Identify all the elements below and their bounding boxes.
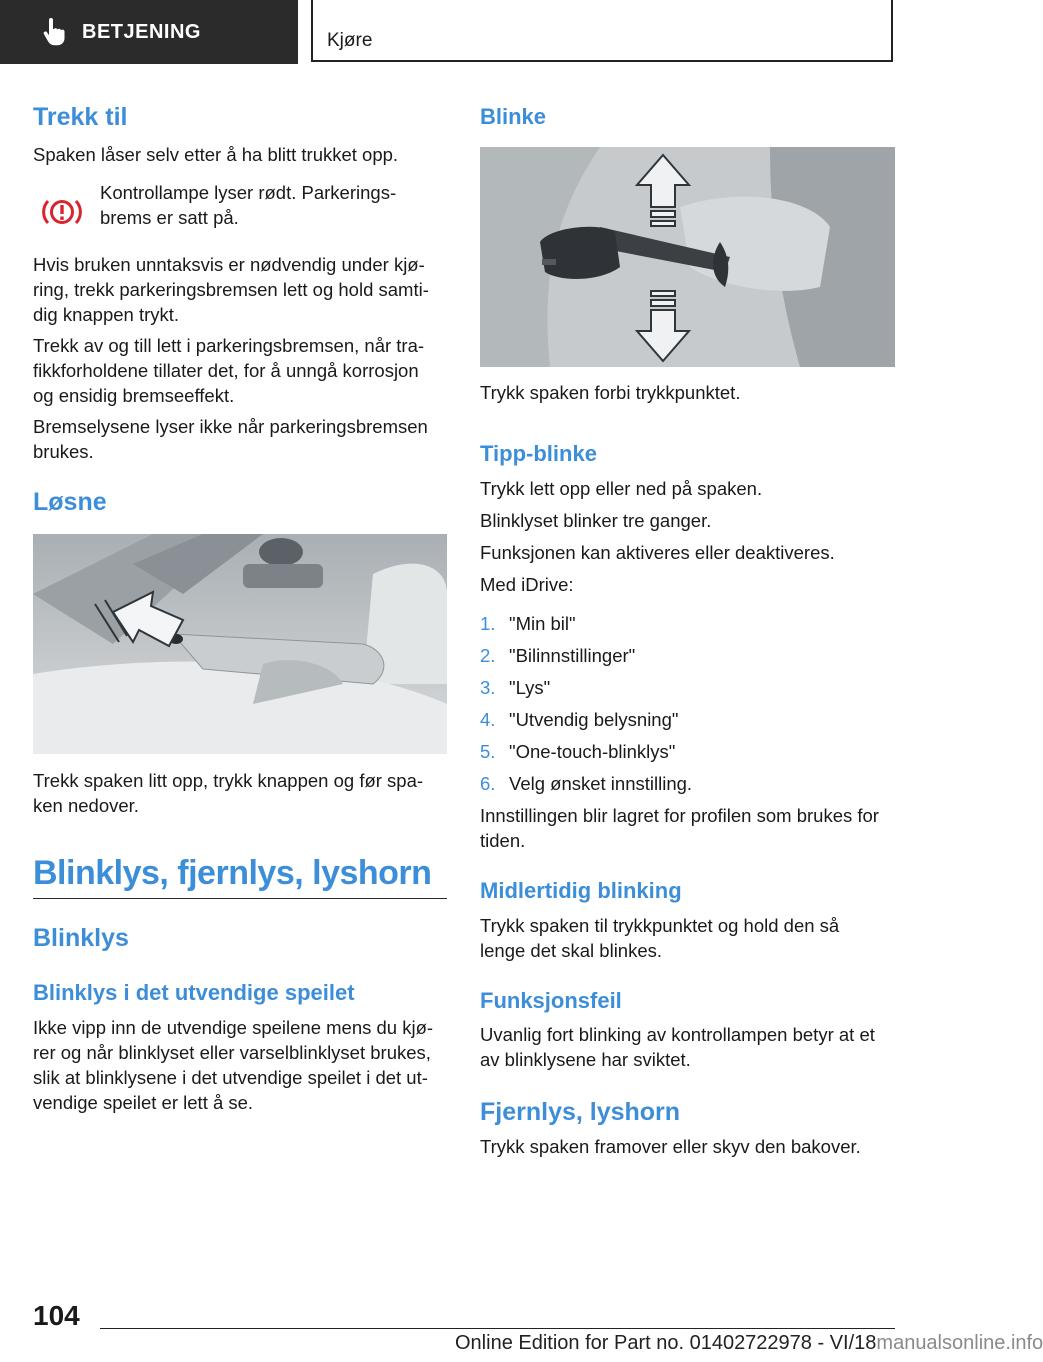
paragraph-line: Uvanlig fort blinking av kontrollampen betyr at et: [480, 1024, 875, 1045]
heading-blinke: Blinke: [480, 104, 547, 129]
paragraph-line: Trekk av og till lett i parkeringsbremsen, når tra‐: [33, 335, 425, 356]
lever-graphic: [480, 147, 895, 367]
heading-funksjonsfeil: Funksjonsfeil: [480, 988, 622, 1013]
list-item: 5. "One-touch-blinklys": [480, 741, 676, 762]
paragraph: Med iDrive:: [480, 574, 574, 595]
heading-losne: Løsne: [33, 488, 107, 516]
heading-fjernlys: Fjernlys, lyshorn: [480, 1098, 681, 1126]
list-item: 3. "Lys": [480, 677, 551, 698]
paragraph-line: av blinklysene har sviktet.: [480, 1049, 691, 1070]
section-title: BETJENING: [82, 20, 201, 43]
paragraph-line: vendige speilet er lett å se.: [33, 1092, 254, 1113]
chapter-title: Kjøre: [327, 30, 373, 51]
heading-blinklys: Blinklys: [33, 924, 129, 952]
list-item: 6. Velg ønsket innstilling.: [480, 773, 693, 794]
heading-midlertidig: Midlertidig blinking: [480, 878, 682, 903]
list-item: 2. "Bilinnstillinger": [480, 645, 636, 666]
heading-trekk-til: Trekk til: [33, 103, 128, 131]
paragraph-line: slik at blinklysene i det utvendige speilet i det ut‐: [33, 1067, 428, 1088]
paragraph-line: Bremselysene lyser ikke når parkeringsbremsen: [33, 416, 428, 437]
turn-signal-lever-illustration: [480, 147, 895, 367]
caption-line: Trekk spaken litt opp, trykk knappen og før spa‐: [33, 770, 424, 791]
list-item: 1. "Min bil": [480, 613, 576, 634]
chapter-tab: [311, 0, 893, 62]
heading-rule: [33, 898, 447, 899]
pointing-hand-icon: [38, 17, 68, 47]
paragraph-line: Innstillingen blir lagret for profilen som brukes for: [480, 805, 879, 826]
center-console-graphic: [33, 534, 447, 754]
paragraph: Trykk spaken framover eller skyv den bakover.: [480, 1136, 861, 1157]
footer-rule: [100, 1328, 895, 1329]
paragraph: Funksjonen kan aktiveres eller deaktiveres.: [480, 542, 835, 563]
paragraph-line: lenge det skal blinkes.: [480, 940, 663, 961]
paragraph-line: Ikke vipp inn de utvendige speilene mens du kjø‐: [33, 1017, 434, 1038]
paragraph-line: rer og når blinklyset eller varselblinklyset brukes,: [33, 1042, 431, 1063]
paragraph-line: ring, trekk parkeringsbremsen lett og hold samti‐: [33, 279, 429, 300]
paragraph-line: tiden.: [480, 830, 526, 851]
footer-edition: Online Edition for Part no. 01402722978 - VI/18manualsonline.info: [455, 1332, 1043, 1354]
parking-brake-warning-icon: [36, 197, 88, 227]
caption: Trykk spaken forbi trykkpunktet.: [480, 382, 741, 403]
parking-brake-release-illustration: [33, 534, 447, 754]
paragraph-line: fikkforholdene tillater det, for å unngå korrosjon: [33, 360, 419, 381]
warning-text-line: brems er satt på.: [100, 207, 239, 228]
paragraph-line: Trykk spaken til trykkpunktet og hold den så: [480, 915, 840, 936]
heading-major: Blinklys, fjernlys, lyshorn: [33, 854, 432, 892]
paragraph: Trykk lett opp eller ned på spaken.: [480, 478, 763, 499]
watermark: manualsonline.info: [876, 1332, 1043, 1354]
paragraph: Blinklyset blinker tre ganger.: [480, 510, 712, 531]
paragraph-line: dig knappen trykt.: [33, 304, 180, 325]
paragraph-line: og ensidig bremseeffekt.: [33, 385, 235, 406]
heading-speilet: Blinklys i det utvendige speilet: [33, 980, 355, 1005]
list-item: 4. "Utvendig belysning": [480, 709, 679, 730]
caption-line: ken nedover.: [33, 795, 139, 816]
paragraph-line: Hvis bruken unntaksvis er nødvendig under kjø‐: [33, 254, 425, 275]
section-tab: [0, 0, 298, 64]
heading-tipp-blinke: Tipp-blinke: [480, 441, 597, 466]
warning-text-line: Kontrollampe lyser rødt. Parkerings‐: [100, 182, 397, 203]
page-number: 104: [33, 1300, 80, 1331]
paragraph-line: brukes.: [33, 441, 94, 462]
paragraph: Spaken låser selv etter å ha blitt trukket opp.: [33, 144, 399, 165]
